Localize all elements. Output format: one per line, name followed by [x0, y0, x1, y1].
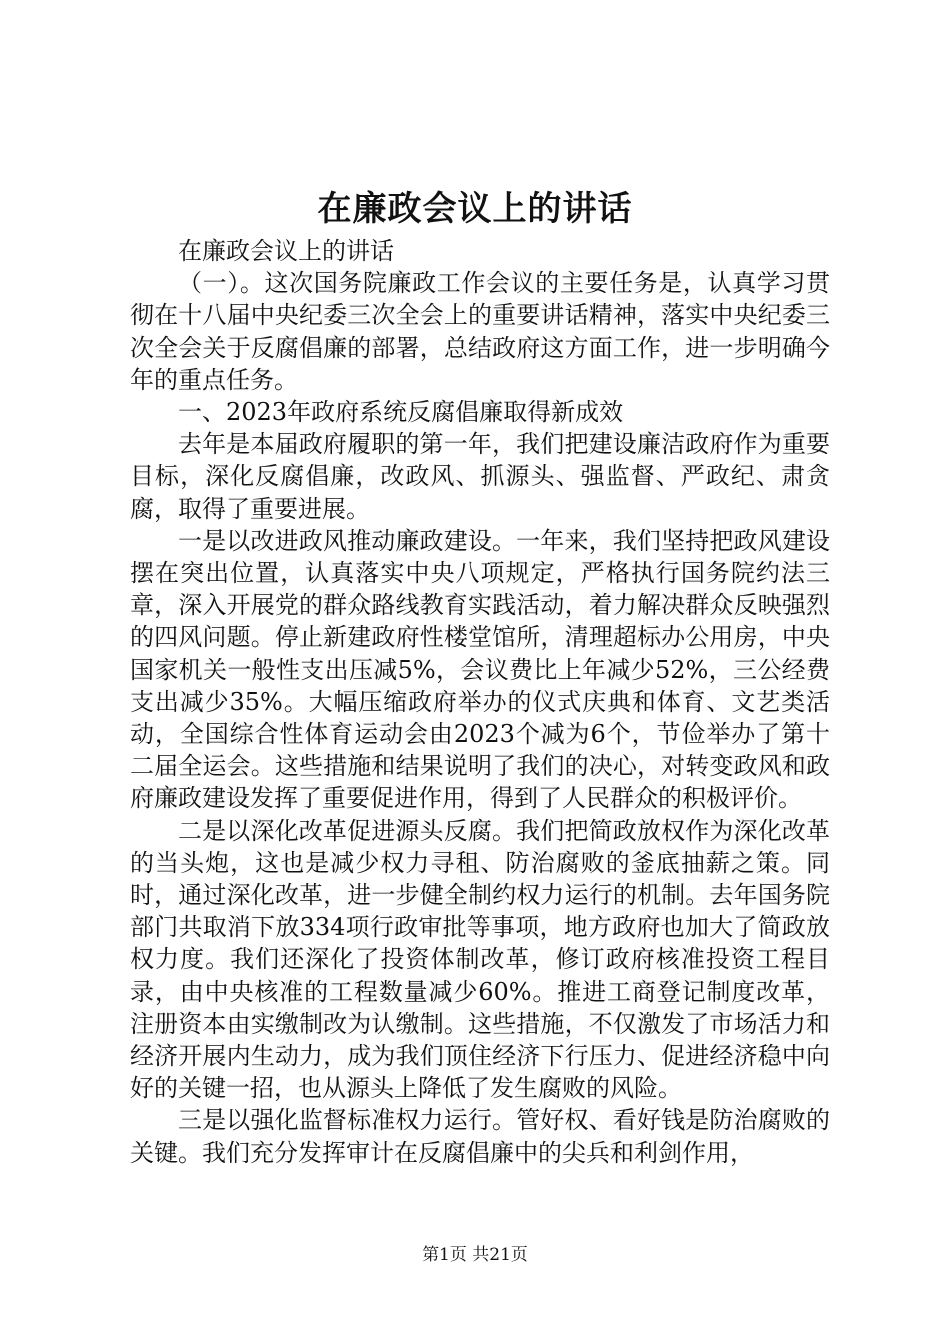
document-body: [130, 235, 830, 1169]
paragraph-point-one: 一是以改进政风推动廉政建设。一年来，我们坚持把政风建设摆在突出位置，认真落实中央八项规定，严格执行国务院约法三章，深入开展党的群众路线教育实践活动，着力解决群众反映强烈的四风问题。停止新建政府性楼堂馆所，清理超标办公用房，中央国家机关一般性支出压减5%，会议费比上年减少52%，三公经费支出减少35%。大幅压缩政府举办的仪式庆典和体育、文艺类活动，全国综合性体育运动会由2023个减为6个，节俭举办了第十二届全运会。这些措施和结果说明了我们的决心，对转变政风和政府廉政建设发挥了重要促进作用，得到了人民群众的积极评价。: [130, 526, 830, 813]
paragraph-point-two: 二是以深化改革促进源头反腐。我们把简政放权作为深化改革的当头炮，这也是减少权力寻租、防治腐败的釜底抽薪之策。同时，通过深化改革，进一步健全制约权力运行的机制。去年国务院部门共取消下放334项行政审批等事项，地方政府也加大了简政放权力度。我们还深化了投资体制改革，修订政府核准投资工程目录，由中央核准的工程数量减少60%。推进工商登记制度改革，注册资本由实缴制改为认缴制。这些措施，不仅激发了市场活力和经济开展内生动力，成为我们顶住经济下行压力、促进经济稳中向好的关键一招，也从源头上降低了发生腐败的风险。: [130, 816, 830, 1103]
section-heading: 一、2023年政府系统反腐倡廉取得新成效: [178, 398, 624, 427]
paragraph-point-three: 三是以强化监督标准权力运行。管好权、看好钱是防治腐败的关键。我们充分发挥审计在反腐倡廉中的尖兵和利剑作用，: [130, 1106, 830, 1167]
paragraph-overview: 去年是本届政府履职的第一年，我们把建设廉洁政府作为重要目标，深化反腐倡廉，改政风、抓源头、强监督、严政纪、肃贪腐，取得了重要进展。: [130, 430, 830, 523]
paragraph-subtitle: 在廉政会议上的讲话: [178, 237, 394, 265]
paragraph-intro: （一）。这次国务院廉政工作会议的主要任务是，认真学习贯彻在十八届中央纪委三次全会上的重要讲话精神，落实中央纪委三次全会关于反腐倡廉的部署，总结政府这方面工作，进一步明确今年的重点任务。: [130, 269, 830, 394]
page-number-footer: 第1页 共21页: [422, 1245, 528, 1265]
document-title: 在廉政会议上的讲话: [317, 189, 633, 229]
